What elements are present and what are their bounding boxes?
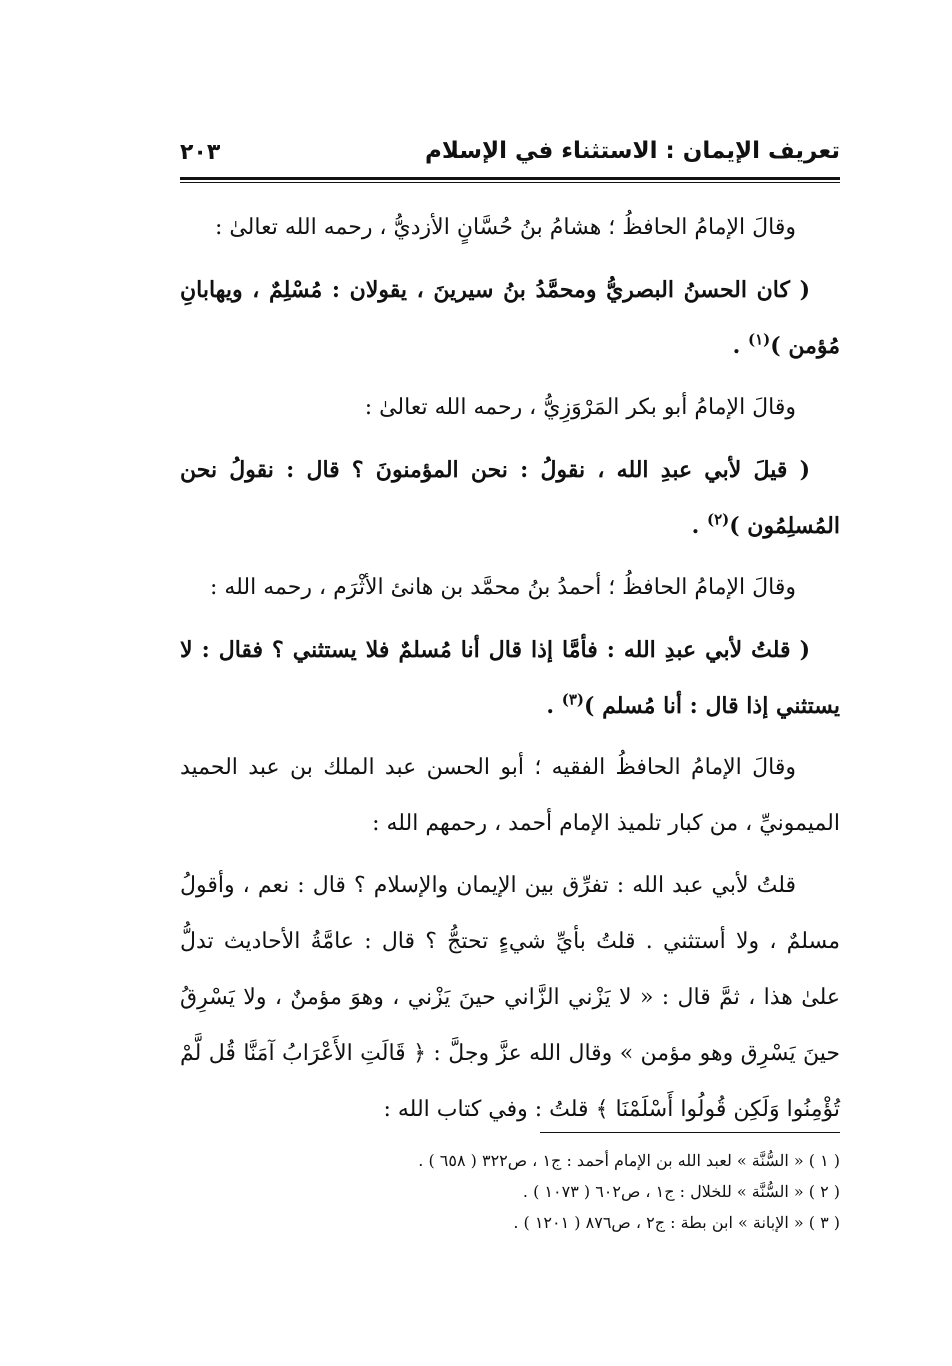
footnote-3: ( ٣ ) « الإبانة » ابن بطة : ج٢ ، ص٨٧٦ ( ١٢٠١ ) . <box>513 1213 840 1232</box>
paragraph-quote <box>180 262 840 374</box>
footnote-ref: (٢) <box>706 510 730 529</box>
footnotes <box>180 1145 840 1238</box>
paragraph-narration: قلتُ لأبي عبد الله : تفرِّق بين الإيمان والإسلام ؟ قال : نعم ، وأقولُ مسلمٌ ، ولا أستثني . قلتُ بأيِّ شيءٍ تحتجُّ ؟ قال : عامَّةُ الأحاديث تدلُّ علىٰ هذا ، ثمَّ قال : « لا يَزْني الزَّاني حينَ يَزْني ، وهوَ مؤمنٌ ، ولا يَسْرِقُ حينَ يَسْرِق وهو مؤمن » وقال الله عزَّ وجلَّ : ﴿ قَالَتِ الأَعْرَابُ آمَنَّا قُل لَّمْ تُؤْمِنُوا وَلَكِن قُولُوا أَسْلَمْنَا ﴾ قلتُ : وفي كتاب الله : <box>180 873 840 1122</box>
paragraph-intro: وقالَ الإمامُ أبو بكر المَرْوَزِيُّ ، رحمه الله تعالىٰ : <box>364 395 796 420</box>
running-title: تعريف الإيمان : الاستثناء في الإسلام <box>425 138 840 164</box>
paragraph-intro: وقالَ الإمامُ الحافظُ ؛ أحمدُ بنُ محمَّد بن هانئ الأثْرَم ، رحمه الله : <box>209 575 796 600</box>
page-number: ٢٠٣ <box>180 140 221 165</box>
header-rule-thin <box>180 182 840 183</box>
header-rule <box>180 177 840 180</box>
footnote-rule <box>540 1132 840 1133</box>
footnote-1: ( ١ ) « السُّنَّة » لعبد الله بن الإمام أحمد : ج١ ، ص٣٢٢ ( ٦٥٨ ) . <box>418 1151 840 1170</box>
quote-tail: . <box>691 513 707 539</box>
paragraph-quote <box>180 442 840 554</box>
quote-text: ( قلتُ لأبي عبدِ الله : فأمَّا إذا قال أنا مُسلمٌ فلا يستثني ؟ فقال : لا يستثني إذا قال : أنا مُسلم ) <box>180 637 840 719</box>
quote-tail: . <box>732 333 748 359</box>
footnote-ref: (٣) <box>561 690 584 709</box>
paragraph-intro: وقالَ الإمامُ الحافظُ ؛ هشامُ بنُ حُسَّانٍ الأزديُّ ، رحمه الله تعالىٰ : <box>214 215 796 240</box>
paragraph-quote <box>180 622 840 734</box>
page-header <box>180 138 840 178</box>
quote-text: ( كان الحسنُ البصريُّ ومحمَّدُ بنُ سيرينَ ، يقولان : مُسْلِمٌ ، ويهابانِ مُؤمن ) <box>180 277 840 359</box>
body-text <box>180 200 840 1138</box>
quote-tail: . <box>546 693 562 719</box>
footnote-ref: (١) <box>747 330 771 349</box>
paragraph-intro: وقالَ الإمامُ الحافظُ الفقيه ؛ أبو الحسن عبد الملك بن عبد الحميد الميمونيِّ ، من كبار تلميذ الإمام أحمد ، رحمهم الله : <box>180 755 840 836</box>
quote-text: ( قيلَ لأبي عبدِ الله ، نقولُ : نحن المؤمنونَ ؟ قال : نقولُ نحن المُسلِمُون ) <box>180 457 840 539</box>
footnote-2: ( ٢ ) « السُّنَّة » للخلال : ج١ ، ص٦٠٢ ( ١٠٧٣ ) . <box>522 1182 840 1201</box>
